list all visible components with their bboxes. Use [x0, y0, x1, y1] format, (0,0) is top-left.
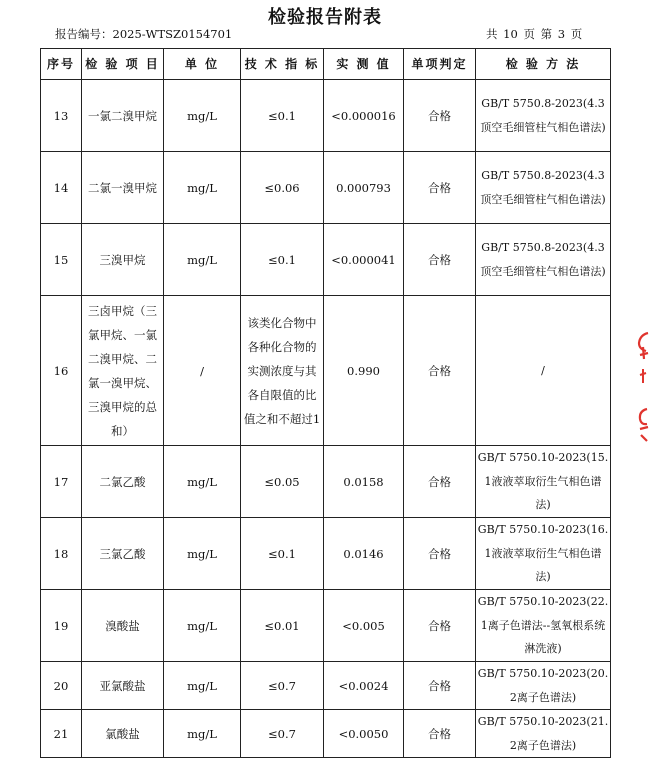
col-header-no: 序号	[41, 49, 82, 80]
cell-method: GB/T 5750.8-2023(4.3顶空毛细管柱气相色谱法)	[476, 224, 611, 296]
cell-verdict: 合格	[404, 224, 476, 296]
col-header-unit: 单 位	[164, 49, 241, 80]
cell-unit: mg/L	[164, 518, 241, 590]
cell-value: <0.0050	[324, 710, 404, 758]
cell-unit: mg/L	[164, 446, 241, 518]
cell-value: 0.990	[324, 296, 404, 446]
cell-unit: mg/L	[164, 80, 241, 152]
cell-no: 14	[41, 152, 82, 224]
cell-verdict: 合格	[404, 710, 476, 758]
cell-item: 二氯一溴甲烷	[82, 152, 164, 224]
cell-no: 20	[41, 662, 82, 710]
cell-verdict: 合格	[404, 662, 476, 710]
cell-no: 15	[41, 224, 82, 296]
red-stamp-fragment	[634, 325, 650, 445]
results-table	[40, 48, 611, 758]
table-row	[41, 710, 611, 758]
cell-no: 21	[41, 710, 82, 758]
cell-limit: ≤0.05	[241, 446, 324, 518]
cell-item: 三氯乙酸	[82, 518, 164, 590]
report-title: 检验报告附表	[268, 7, 382, 28]
cell-item: 三溴甲烷	[82, 224, 164, 296]
cell-verdict: 合格	[404, 590, 476, 662]
cell-unit: mg/L	[164, 590, 241, 662]
cell-no: 16	[41, 296, 82, 446]
cell-unit: mg/L	[164, 224, 241, 296]
cell-unit: mg/L	[164, 662, 241, 710]
cell-verdict: 合格	[404, 80, 476, 152]
stamp-icon	[634, 325, 650, 445]
table-row	[41, 152, 611, 224]
cell-value: <0.0024	[324, 662, 404, 710]
cell-verdict: 合格	[404, 446, 476, 518]
cell-item: 亚氯酸盐	[82, 662, 164, 710]
col-header-limit: 技 术 指 标	[241, 49, 324, 80]
cell-value: <0.000041	[324, 224, 404, 296]
cell-value: 0.0146	[324, 518, 404, 590]
report-number: 报告编号：2025-WTSZ0154701	[55, 27, 233, 41]
cell-method: GB/T 5750.10-2023(20.2离子色谱法)	[476, 662, 611, 710]
cell-limit: ≤0.7	[241, 662, 324, 710]
table-row	[41, 80, 611, 152]
col-header-item: 检 验 项 目	[82, 49, 164, 80]
cell-limit: ≤0.01	[241, 590, 324, 662]
cell-verdict: 合格	[404, 152, 476, 224]
cell-method: GB/T 5750.10-2023(22.1离子色谱法--氢氧根系统淋洗液)	[476, 590, 611, 662]
table-row	[41, 662, 611, 710]
table-row	[41, 446, 611, 518]
cell-value: <0.000016	[324, 80, 404, 152]
cell-no: 13	[41, 80, 82, 152]
page-info: 共 10 页 第 3 页	[486, 27, 583, 41]
cell-limit: 该类化合物中各种化合物的实测浓度与其各自限值的比值之和不超过1	[241, 296, 324, 446]
cell-method: GB/T 5750.10-2023(21.2离子色谱法)	[476, 710, 611, 758]
cell-limit: ≤0.1	[241, 518, 324, 590]
table-row	[41, 224, 611, 296]
cell-limit: ≤0.06	[241, 152, 324, 224]
cell-limit: ≤0.7	[241, 710, 324, 758]
table-row	[41, 518, 611, 590]
table-header-row	[41, 49, 611, 80]
cell-item: 二氯乙酸	[82, 446, 164, 518]
cell-method: GB/T 5750.8-2023(4.3顶空毛细管柱气相色谱法)	[476, 80, 611, 152]
table-row	[41, 296, 611, 446]
cell-no: 18	[41, 518, 82, 590]
cell-method: /	[476, 296, 611, 446]
cell-unit: mg/L	[164, 710, 241, 758]
col-header-method: 检 验 方 法	[476, 49, 611, 80]
cell-unit: /	[164, 296, 241, 446]
cell-verdict: 合格	[404, 296, 476, 446]
cell-item: 溴酸盐	[82, 590, 164, 662]
cell-item: 氯酸盐	[82, 710, 164, 758]
col-header-verdict: 单项判定	[404, 49, 476, 80]
cell-limit: ≤0.1	[241, 224, 324, 296]
cell-method: GB/T 5750.10-2023(15.1液液萃取衍生气相色谱法)	[476, 446, 611, 518]
cell-limit: ≤0.1	[241, 80, 324, 152]
cell-unit: mg/L	[164, 152, 241, 224]
cell-value: <0.005	[324, 590, 404, 662]
cell-no: 19	[41, 590, 82, 662]
cell-method: GB/T 5750.10-2023(16.1液液萃取衍生气相色谱法)	[476, 518, 611, 590]
cell-item: 三卤甲烷（三氯甲烷、一氯二溴甲烷、二氯一溴甲烷、三溴甲烷的总和）	[82, 296, 164, 446]
col-header-value: 实 测 值	[324, 49, 404, 80]
cell-item: 一氯二溴甲烷	[82, 80, 164, 152]
cell-value: 0.000793	[324, 152, 404, 224]
cell-verdict: 合格	[404, 518, 476, 590]
table-row	[41, 590, 611, 662]
cell-value: 0.0158	[324, 446, 404, 518]
cell-method: GB/T 5750.8-2023(4.3顶空毛细管柱气相色谱法)	[476, 152, 611, 224]
cell-no: 17	[41, 446, 82, 518]
